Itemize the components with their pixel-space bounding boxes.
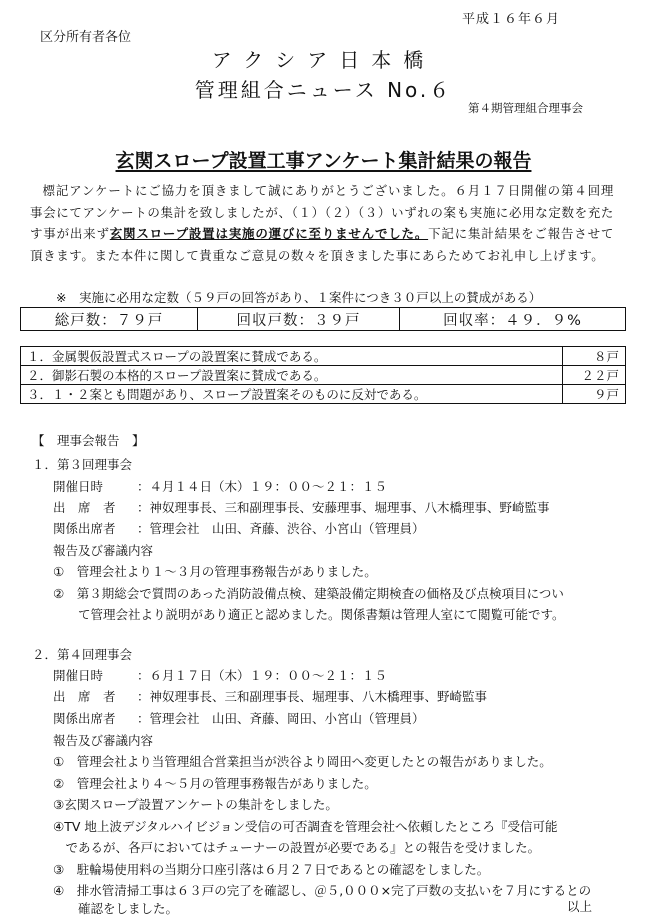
intro-paragraph: [30, 180, 614, 266]
datetime-label: 開催日時: [53, 668, 104, 683]
meeting-title: ２．第４回理事会: [32, 647, 133, 662]
related-value: ：管理会社 山田、斉藤、岡田、小宮山（管理員）: [137, 711, 425, 726]
meeting-title: １．第３回理事会: [32, 457, 133, 472]
vote-label: １．金属製仮設置式スロープの設置案に賛成である。: [21, 347, 563, 366]
meeting-related: [53, 709, 425, 727]
intro-after: 下記に集計結果をご報告させて頂きます。また本件に関して貴重なご意見の数々を頂きました事にあらためてお礼申し上げます。: [30, 226, 614, 263]
vote-row: [21, 366, 626, 385]
report-item: ④ 排水管清掃工事は６３戸の完了を確認し、＠５,０００×完了戸数の支払いを７月にするとの: [53, 883, 592, 898]
vote-count: ９戸: [563, 385, 626, 404]
meeting-datetime: [53, 477, 387, 495]
attendees-label: 出 席 者: [53, 689, 116, 704]
intro-emphasis: 玄関スロープ設置は実施の運びに至りませんでした。: [109, 226, 429, 241]
items-title: 報告及び審議内容: [53, 733, 154, 748]
report-item: であるが、各戸においてはチューナーの設置が必要である』との報告を受けました。: [53, 840, 541, 855]
meeting-related: [53, 519, 425, 537]
related-label: 関係出席者: [53, 521, 116, 536]
stats-table: [20, 307, 626, 331]
attendees-value: ：神奴理事長、三和副理事長、安藤理事、堀理事、八木橋理事、野崎監事: [137, 500, 550, 515]
meeting-attendees: [53, 498, 550, 516]
datetime-value: ：４月１４日（木）１９：００～２１：１５: [137, 479, 388, 494]
report-item: ③ 駐輪場使用料の当期分口座引落は６月２７日であるとの確認をしました。: [53, 862, 490, 877]
vote-count: ８戸: [563, 347, 626, 366]
issue-date: 平成１６年６月: [462, 12, 561, 27]
newsletter-title: 管理組合ニュース No.６: [194, 78, 453, 102]
quorum-note: ※ 実施に必用な定数（５９戸の回答があり、１案件につき３０戸以上の賛成がある）: [56, 290, 542, 305]
closing-mark: 以上: [567, 899, 593, 914]
intro-before: 標記アンケートにご協力を頂きまして誠にありがとうございました。６月１７日開催の第４回理事会にてアンケートの集計を致しましたが、（１）（２）（３）いずれの案も実施に必用な定数を充たす事が出来ず: [30, 183, 614, 241]
related-value: ：管理会社 山田、斉藤、渋谷、小宮山（管理員）: [137, 521, 425, 536]
datetime-label: 開催日時: [53, 479, 104, 494]
report-item: ② 管理会社より４～５月の管理事務報告がありました。: [53, 776, 377, 791]
related-label: 関係出席者: [53, 711, 116, 726]
building-name: アクシア日本橋: [211, 48, 436, 72]
vote-count: ２２戸: [563, 366, 626, 385]
datetime-value: ：６月１７日（木）１９：００～２１：１５: [137, 668, 388, 683]
report-item: て管理会社より説明があり適正と認めました。関係書類は管理人室にて閲覧可能です。: [53, 607, 565, 622]
attendees-value: ：神奴理事長、三和副理事長、堀理事、八木橋理事、野崎監事: [137, 689, 488, 704]
vote-row: [21, 347, 626, 366]
report-item: ③玄関スロープ設置アンケートの集計をしました。: [53, 797, 338, 812]
vote-label: ２．御影石製の本格的スロープ設置案に賛成である。: [21, 366, 563, 385]
report-section-title: 【 理事会報告 】: [32, 433, 145, 448]
stats-returned: 回収戸数：３９戸: [197, 308, 399, 331]
report-item: ① 管理会社より当管理組合営業担当が渋谷より岡田へ変更したとの報告がありました。: [53, 754, 552, 769]
vote-label: ３．１・２案とも問題があり、スロープ設置案そのものに反対である。: [21, 385, 563, 404]
addressee: 区分所有者各位: [40, 30, 132, 45]
report-item: ② 第３期総会で質問のあった消防設備点検、建築設備定期検査の価格及び点検項目につい: [53, 586, 564, 601]
headline: [0, 146, 647, 173]
meeting-attendees: [53, 687, 487, 705]
attendees-label: 出 席 者: [53, 500, 116, 515]
votes-table: [20, 346, 626, 404]
report-item: 確認をしました。: [53, 901, 179, 916]
board-name: 第４期管理組合理事会: [468, 101, 583, 115]
headline-text: 玄関スロープ設置工事アンケート集計結果の報告: [115, 150, 532, 172]
items-title: 報告及び審議内容: [53, 543, 154, 558]
vote-row: [21, 385, 626, 404]
report-item: ① 管理会社より１～３月の管理事務報告がありました。: [53, 564, 377, 579]
meeting-datetime: [53, 666, 387, 684]
stats-total: 総戸数：７９戸: [21, 308, 198, 331]
stats-rate: 回収率：４９．９%: [400, 308, 626, 331]
report-item: ④TV 地上波デジタルハイビジョン受信の可否調査を管理会社へ依頼したところ『受信可能: [53, 819, 558, 834]
